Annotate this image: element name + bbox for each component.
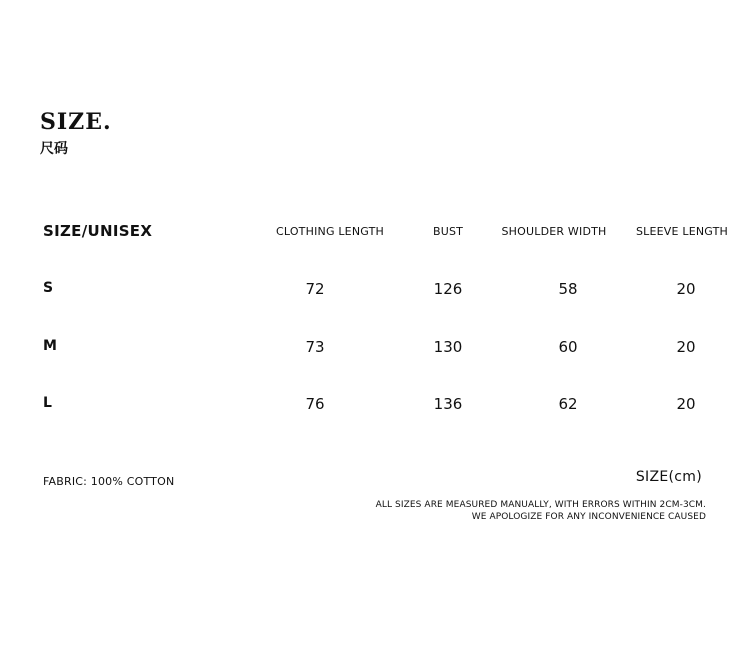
cell-s-clothing-length: 72 [305,280,325,298]
cell-l-clothing-length: 76 [305,395,325,413]
cell-l-shoulder-width: 62 [558,395,578,413]
cell-s-shoulder-width: 58 [558,280,578,298]
cell-s-sleeve-length: 20 [676,280,696,298]
measurement-note-line-2: WE APOLOGIZE FOR ANY INCONVENIENCE CAUSED [471,512,706,522]
row-size-m: M [43,338,57,354]
page-subtitle: 尺码 [40,141,68,157]
row-size-s: S [43,280,54,296]
size-unit-label: SIZE(cm) [635,469,702,485]
cell-s-bust: 126 [433,280,463,298]
page-title: SIZE. [40,109,112,135]
cell-m-sleeve-length: 20 [676,338,696,356]
measurement-note-line-1: ALL SIZES ARE MEASURED MANUALLY, WITH ERRORS WITHIN 2CM-3CM. [375,500,706,510]
row-size-l: L [43,395,52,411]
header-shoulder-width: SHOULDER WIDTH [501,225,607,238]
cell-m-bust: 130 [433,338,463,356]
fabric-info: FABRIC: 100% COTTON [43,475,175,488]
cell-l-sleeve-length: 20 [676,395,696,413]
header-clothing-length: CLOTHING LENGTH [276,225,384,238]
header-sleeve-length: SLEEVE LENGTH [635,225,729,238]
header-size-unisex: SIZE/UNISEX [43,222,153,240]
cell-m-shoulder-width: 60 [558,338,578,356]
header-bust: BUST [432,225,464,238]
cell-l-bust: 136 [433,395,463,413]
cell-m-clothing-length: 73 [305,338,325,356]
